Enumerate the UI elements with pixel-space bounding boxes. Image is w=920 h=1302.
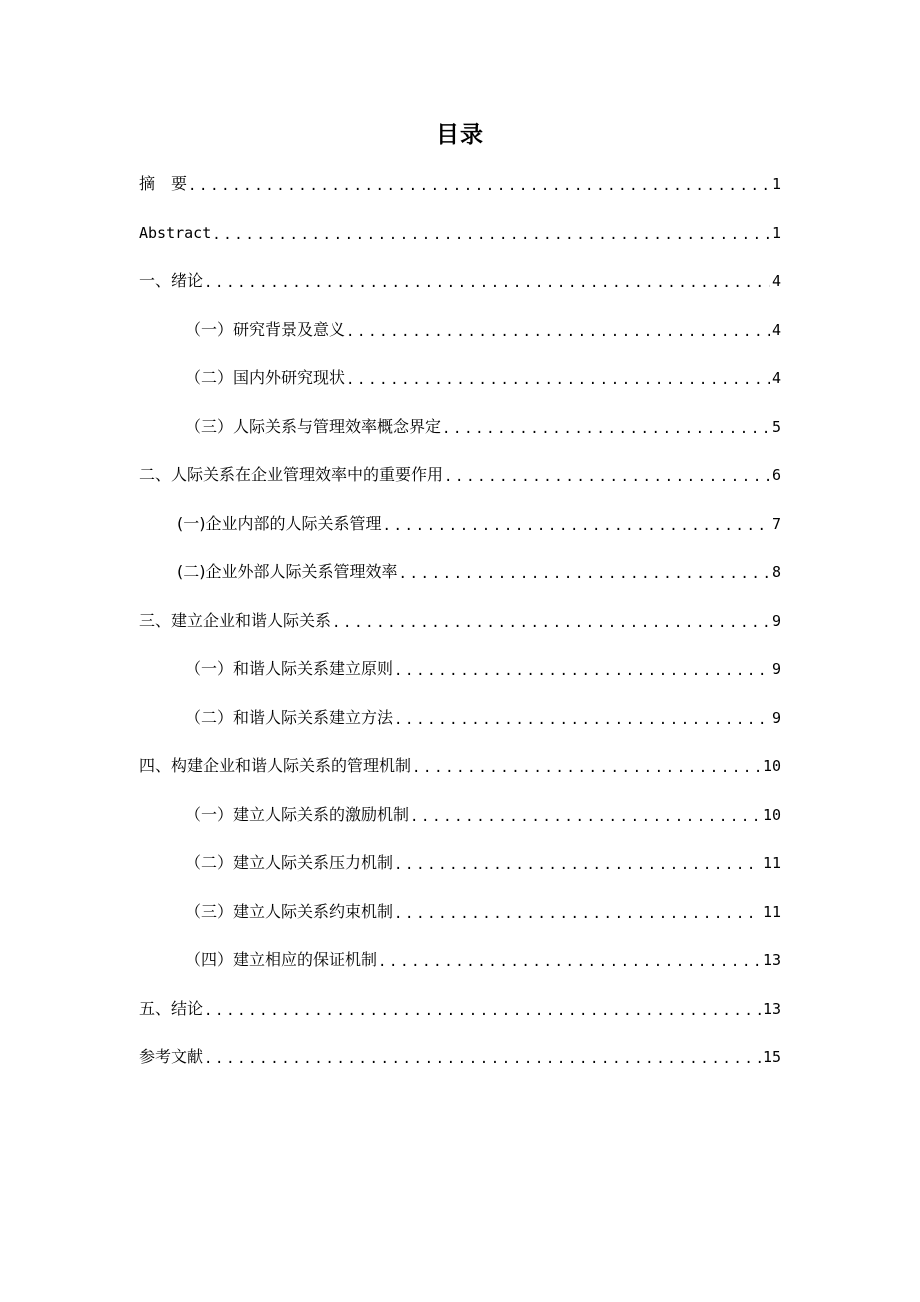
- toc-page-number: 4: [771, 320, 781, 339]
- toc-dot-leader: [394, 904, 761, 924]
- toc-entry-section-4-4[interactable]: [139, 936, 781, 985]
- toc-entry-label: (二)企业外部人际关系管理效率: [177, 562, 398, 582]
- toc-dot-leader: [394, 661, 770, 681]
- toc-dot-leader: [412, 758, 761, 778]
- toc-entry-label: （一）和谐人际关系建立原则: [185, 659, 394, 679]
- toc-entry-section-1-2[interactable]: [139, 354, 781, 403]
- toc-entry-chapter-4[interactable]: [139, 742, 781, 791]
- table-of-contents: [139, 160, 781, 1082]
- toc-dot-leader: [204, 1001, 761, 1021]
- toc-entry-label: 四、构建企业和谐人际关系的管理机制: [139, 756, 412, 776]
- toc-entry-abstract-en[interactable]: [139, 209, 781, 258]
- toc-entry-label: 摘 要: [139, 174, 188, 194]
- toc-page-number: 5: [771, 417, 781, 436]
- toc-entry-chapter-5[interactable]: [139, 985, 781, 1034]
- toc-entry-section-4-2[interactable]: [139, 839, 781, 888]
- toc-dot-leader: [444, 467, 770, 487]
- toc-entry-label: （三）建立人际关系约束机制: [185, 901, 394, 921]
- toc-entry-section-4-3[interactable]: [139, 888, 781, 937]
- toc-entry-label: 参考文献: [139, 1047, 204, 1067]
- toc-dot-leader: [378, 952, 761, 972]
- toc-entry-section-2-2[interactable]: [139, 548, 781, 597]
- toc-entry-section-1-1[interactable]: [139, 306, 781, 355]
- toc-page-number: 4: [771, 369, 781, 388]
- toc-entry-label: 三、建立企业和谐人际关系: [139, 610, 332, 630]
- toc-dot-leader: [394, 710, 770, 730]
- toc-page-number: 13: [762, 951, 781, 970]
- toc-page-number: 10: [762, 805, 781, 824]
- toc-dot-leader: [442, 419, 770, 439]
- toc-entry-section-3-2[interactable]: [139, 694, 781, 743]
- toc-page-number: 11: [762, 854, 781, 873]
- toc-entry-label: Abstract: [139, 223, 212, 242]
- toc-entry-chapter-2[interactable]: [139, 451, 781, 500]
- toc-entry-label: （四）建立相应的保证机制: [185, 950, 378, 970]
- toc-dot-leader: [410, 807, 761, 827]
- toc-page-number: 11: [762, 902, 781, 921]
- toc-page-number: 9: [771, 611, 781, 630]
- toc-page-number: 13: [762, 999, 781, 1018]
- toc-page-number: 4: [771, 272, 781, 291]
- toc-entry-section-1-3[interactable]: [139, 403, 781, 452]
- toc-dot-leader: [383, 516, 770, 536]
- toc-dot-leader: [212, 225, 770, 245]
- toc-entry-label: （二）和谐人际关系建立方法: [185, 707, 394, 727]
- toc-entry-label: （一）研究背景及意义: [185, 319, 346, 339]
- toc-title: 目录: [436, 122, 484, 148]
- toc-dot-leader: [332, 613, 770, 633]
- toc-entry-chapter-3[interactable]: [139, 597, 781, 646]
- toc-entry-section-2-1[interactable]: [139, 500, 781, 549]
- toc-page-number: 1: [771, 175, 781, 194]
- toc-page-number: 1: [771, 223, 781, 242]
- toc-entry-section-3-1[interactable]: [139, 645, 781, 694]
- toc-entry-label: （二）国内外研究现状: [185, 368, 346, 388]
- toc-entry-label: （三）人际关系与管理效率概念界定: [185, 416, 442, 436]
- toc-page-number: 9: [771, 708, 781, 727]
- toc-entry-abstract-cn[interactable]: [139, 160, 781, 209]
- toc-dot-leader: [399, 564, 770, 584]
- toc-dot-leader: [346, 322, 770, 342]
- toc-page-number: 15: [762, 1048, 781, 1067]
- toc-dot-leader: [188, 176, 770, 196]
- toc-entry-label: 二、人际关系在企业管理效率中的重要作用: [139, 465, 444, 485]
- toc-dot-leader: [204, 1049, 761, 1069]
- toc-entry-label: 一、绪论: [139, 271, 204, 291]
- toc-entry-label: (一)企业内部的人际关系管理: [177, 513, 382, 533]
- toc-entry-references[interactable]: [139, 1033, 781, 1082]
- toc-page-number: 8: [771, 563, 781, 582]
- toc-entry-label: （二）建立人际关系压力机制: [185, 853, 394, 873]
- toc-dot-leader: [346, 370, 770, 390]
- toc-page-number: 10: [762, 757, 781, 776]
- toc-entry-label: 五、结论: [139, 998, 204, 1018]
- toc-page-number: 7: [771, 514, 781, 533]
- toc-dot-leader: [394, 855, 761, 875]
- toc-entry-chapter-1[interactable]: [139, 257, 781, 306]
- toc-page-number: 6: [771, 466, 781, 485]
- toc-entry-label: （一）建立人际关系的激励机制: [185, 804, 410, 824]
- toc-dot-leader: [204, 273, 770, 293]
- toc-entry-section-4-1[interactable]: [139, 791, 781, 840]
- toc-page-number: 9: [771, 660, 781, 679]
